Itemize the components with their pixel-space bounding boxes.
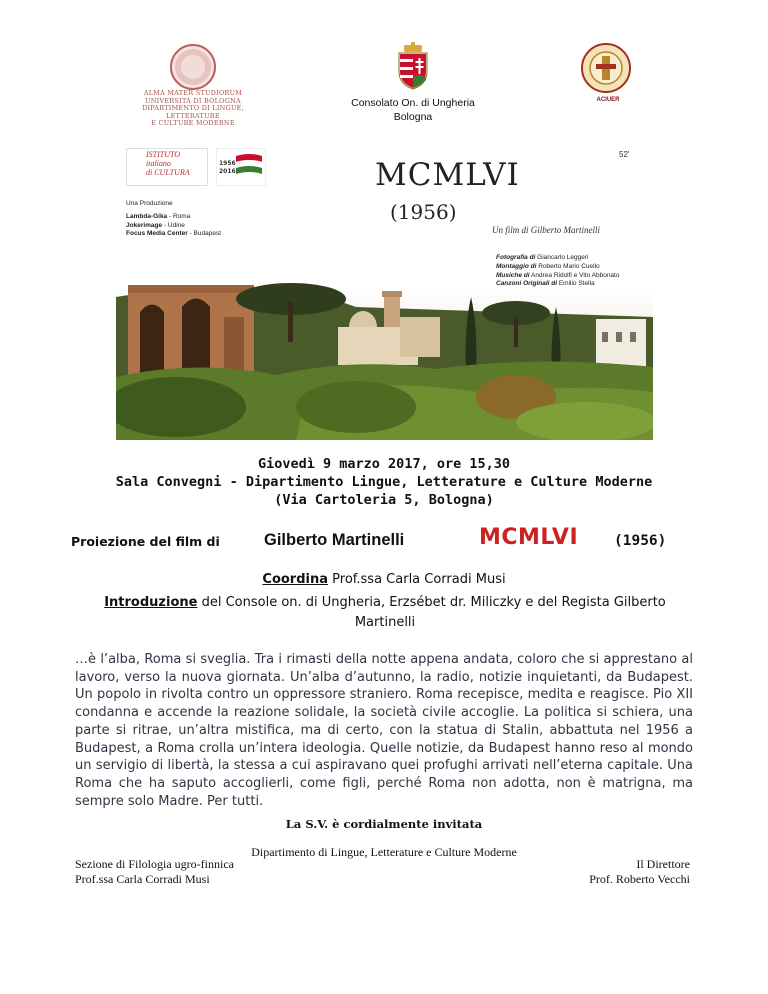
- credit-role: Montaggio di: [496, 262, 537, 270]
- poster-byline: Un film di Gilberto Martinelli: [492, 225, 600, 235]
- signature-right: [560, 857, 690, 887]
- unibo-line: DIPARTIMENTO DI LINGUE, LETTERATURE: [142, 104, 244, 120]
- director-name: Gilberto Martinelli: [264, 531, 405, 549]
- producers-list: [126, 213, 221, 239]
- credit-names: Giancarlo Leggeri: [537, 254, 589, 261]
- event-date: Giovedì 9 marzo 2017, ore 15,30: [258, 456, 510, 472]
- credit-role: Canzoni Originali di: [496, 280, 558, 288]
- iic-line: italiano: [146, 159, 171, 168]
- poster-credits: [496, 254, 619, 289]
- producer-city: Roma: [172, 213, 191, 220]
- introduction-label: Introduzione: [104, 595, 198, 610]
- event-venue: Sala Convegni - Dipartimento Lingue, Letterature e Culture Moderne: [115, 474, 653, 490]
- poster-title: MCMLVI: [375, 157, 520, 193]
- credit-line: [496, 272, 619, 281]
- section-coordinator: Prof.ssa Carla Corradi Musi: [75, 872, 210, 886]
- introduction-line: [75, 593, 695, 633]
- credit-line: [496, 263, 619, 272]
- anniversary-1956-2016-flag-icon: [216, 148, 266, 186]
- producer-city: Budapest: [193, 230, 222, 238]
- anniversary-year-start: 1956: [219, 160, 236, 167]
- credit-role: Fotografia di: [496, 254, 536, 261]
- film-poster: [116, 137, 653, 440]
- credit-line: [496, 280, 619, 289]
- producer-name: Lambda-Gika: [126, 213, 168, 220]
- director-title: Il Direttore: [636, 857, 690, 871]
- producer-name: Jokerimage: [126, 221, 163, 229]
- aciuer-seal-icon: [580, 42, 632, 94]
- aciuer-label: ACIUER: [596, 97, 620, 103]
- producer: Focus Media Center - Budapest: [126, 230, 222, 238]
- signature-left: [75, 857, 234, 887]
- credit-role: Musiche di: [496, 271, 530, 279]
- university-of-bologna-seal: [170, 44, 216, 90]
- hungary-coat-of-arms-icon: [396, 42, 430, 90]
- coordination-line: [0, 572, 768, 587]
- credit-line: [496, 254, 619, 263]
- section-name: Sezione di Filologia ugro-finnica: [75, 857, 234, 871]
- consulate-name: [330, 96, 496, 124]
- film-year: (1956): [614, 533, 667, 549]
- poster-year: (1956): [390, 200, 457, 224]
- film-title: MCMLVI: [479, 525, 579, 550]
- credit-names: Emilio Stella: [558, 280, 595, 288]
- iic-line: di CULTURA: [146, 168, 190, 177]
- introduction-text: del Console on. di Ungheria, Erzsébet dr. Miliczky e del Regista Gilberto Martinelli: [197, 595, 666, 630]
- producer-city: Udine: [167, 221, 185, 229]
- unibo-line: UNIVERSITÀ DI BOLOGNA: [145, 96, 241, 105]
- university-of-bologna-wordmark: [118, 90, 268, 128]
- iic-line: ISTITUTO: [146, 150, 181, 159]
- poster-duration: 52': [619, 150, 630, 159]
- projection-heading: [71, 525, 711, 555]
- credit-names: Roberto Mario Cuello: [538, 262, 600, 270]
- anniversary-year-end: 2016: [219, 168, 236, 175]
- unibo-line: E CULTURE MODERNE: [151, 119, 235, 128]
- producer: Lambda-Gika - Roma: [126, 213, 191, 220]
- film-synopsis: …è l’alba, Roma si sveglia. Tra i rimasti della notte appena andata, coloro che si apprestano al lavoro, verso la nuova giornata. Un’alba d’autunno, la radio, notizie inquietanti, da Budapest. Un popolo in rivolta contro un oppressore straniero. Roma recepisce, medita e reagisce. Pio XII condanna e accende la reazione solidale, la società civile accoglie. La politica si schiera, una parte si ritrae, un’altra mistifica, ma di certo, con la statua di Stalin, abbattuta nel 1956 a Budapest, a Roma crolla un’intera ideologia. Quelle notizie, da Budapest hanno reso al mondo un servigio di libertà, la stessa a cui aspiravano quei profughi arrivati nell’eterna capitale. Una Roma che ha saputo accoglierli, come figli, perché Roma non adotta, non è matrigna, ma sempre solo Madre. Per tutti.: [75, 652, 693, 809]
- production-label: Una Produzione: [126, 200, 173, 207]
- consulate-city: Bologna: [393, 111, 433, 123]
- event-address: (Via Cartoleria 5, Bologna): [274, 492, 494, 508]
- projection-lead: Proiezione del film di: [71, 534, 220, 549]
- iic-logo-text: [146, 150, 206, 177]
- consulate-line: Consolato On. di Ungheria: [351, 97, 475, 109]
- credit-names: Andrea Ridolfi e Vito Abbonato: [531, 271, 620, 279]
- producer: Jokerimage - Udine: [126, 221, 185, 229]
- unibo-line: ALMA MATER STUDIORUM: [143, 89, 243, 97]
- coordination-label: Coordina: [262, 572, 329, 587]
- producer-name: Focus Media Center: [126, 230, 188, 238]
- director-signatory: Prof. Roberto Vecchi: [589, 872, 690, 886]
- department-name: Dipartimento di Lingue, Letterature e Culture Moderne: [251, 845, 517, 859]
- coordination-text: Prof.ssa Carla Corradi Musi: [328, 572, 506, 587]
- invitation-line: La S.V. è cordialmente invitata: [285, 817, 483, 831]
